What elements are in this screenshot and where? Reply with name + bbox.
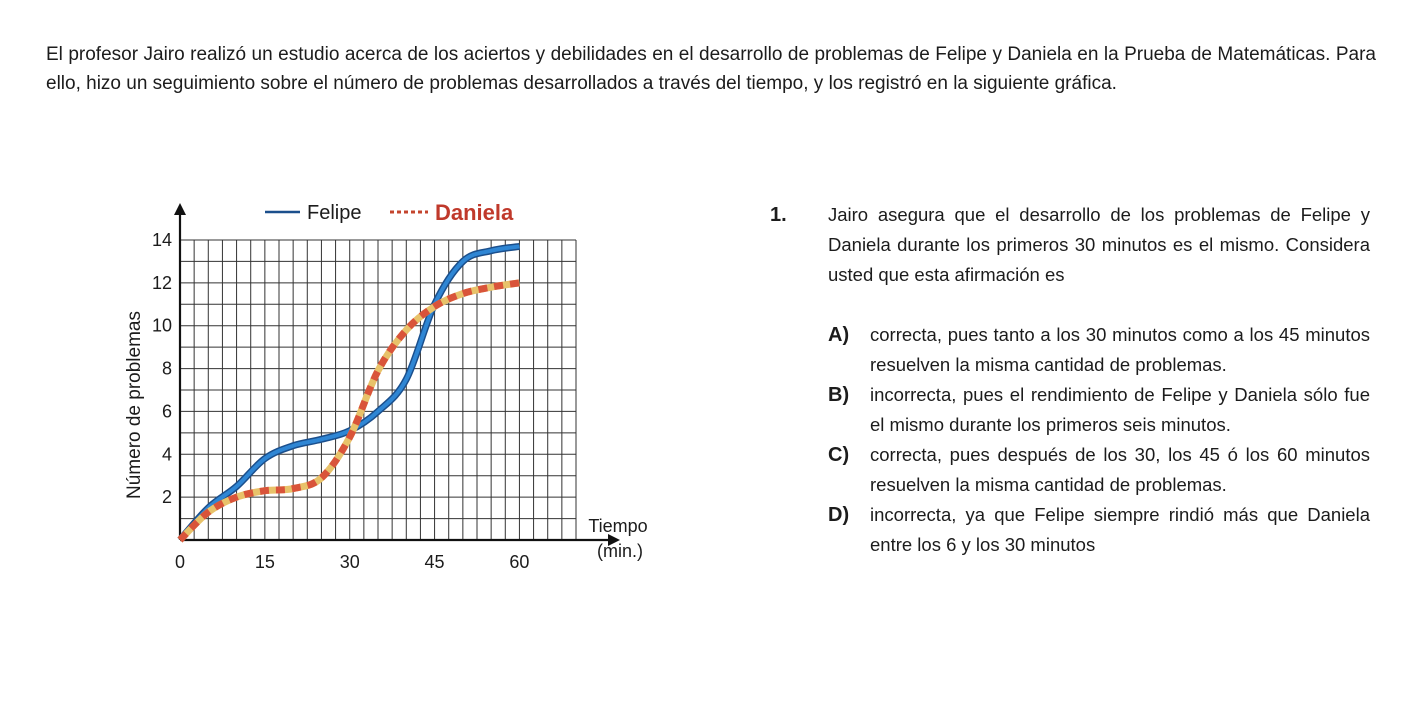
option-text: incorrecta, ya que Felipe siempre rindió más que Daniela entre los 6 y los 30 minutos <box>870 504 1370 555</box>
question-text: Jairo asegura que el desarrollo de los problemas de Felipe y Daniela durante los primeros 30 minutos es el mismo. Considera usted que esta afirmación es <box>828 204 1370 285</box>
x-tick-label: 30 <box>339 552 360 572</box>
y-tick-label: 4 <box>161 444 172 465</box>
y-axis-label: Número de problemas <box>124 311 145 499</box>
option-text: incorrecta, pues el rendimiento de Felipe y Daniela sólo fue el mismo durante los primeros seis minutos. <box>870 384 1370 435</box>
intro-paragraph: El profesor Jairo realizó un estudio acerca de los aciertos y debilidades en el desarrollo de problemas de Felipe y Daniela en la Prueba de Matemáticas. Para ello, hizo un seguimiento sobre el número de problemas desarrollados a través del tiempo, y los registró en la siguiente gráfica. <box>46 44 1376 94</box>
x-axis-label-line1: Tiempo <box>588 516 648 536</box>
legend-felipe-label: Felipe <box>307 202 362 224</box>
y-axis-arrow <box>174 203 186 215</box>
x-tick-label: 0 <box>174 552 186 572</box>
x-axis-label-line2: (min.) <box>597 541 643 561</box>
option-a[interactable] <box>770 320 1370 380</box>
option-text: correcta, pues tanto a los 30 minutos como a los 45 minutos resuelven la misma cantidad de problemas. <box>870 324 1370 375</box>
option-b[interactable] <box>770 380 1370 440</box>
y-tick-label: 2 <box>161 487 172 508</box>
question-1 <box>770 200 1370 560</box>
x-tick-label: 45 <box>424 552 445 572</box>
option-letter: C) <box>828 444 850 466</box>
line-chart <box>110 185 710 585</box>
y-tick-label: 14 <box>151 230 172 250</box>
option-letter: A) <box>828 324 850 346</box>
option-letter: D) <box>828 504 850 526</box>
option-letter: B) <box>828 384 850 406</box>
option-d[interactable] <box>770 500 1370 560</box>
option-text: correcta, pues después de los 30, los 45 ó los 60 minutos resuelven la misma cantidad de problemas. <box>870 444 1370 495</box>
y-tick-label: 8 <box>161 358 172 379</box>
y-tick-label: 6 <box>161 401 172 422</box>
option-c[interactable] <box>770 440 1370 500</box>
question-number: 1. <box>770 204 787 226</box>
legend-daniela-label: Daniela <box>435 200 514 225</box>
y-tick-label: 12 <box>151 272 172 293</box>
x-tick-label: 15 <box>254 552 275 572</box>
x-tick-label: 60 <box>509 552 530 572</box>
y-tick-label: 10 <box>151 315 172 336</box>
chart-legend <box>265 200 514 225</box>
answer-options <box>770 320 1370 560</box>
